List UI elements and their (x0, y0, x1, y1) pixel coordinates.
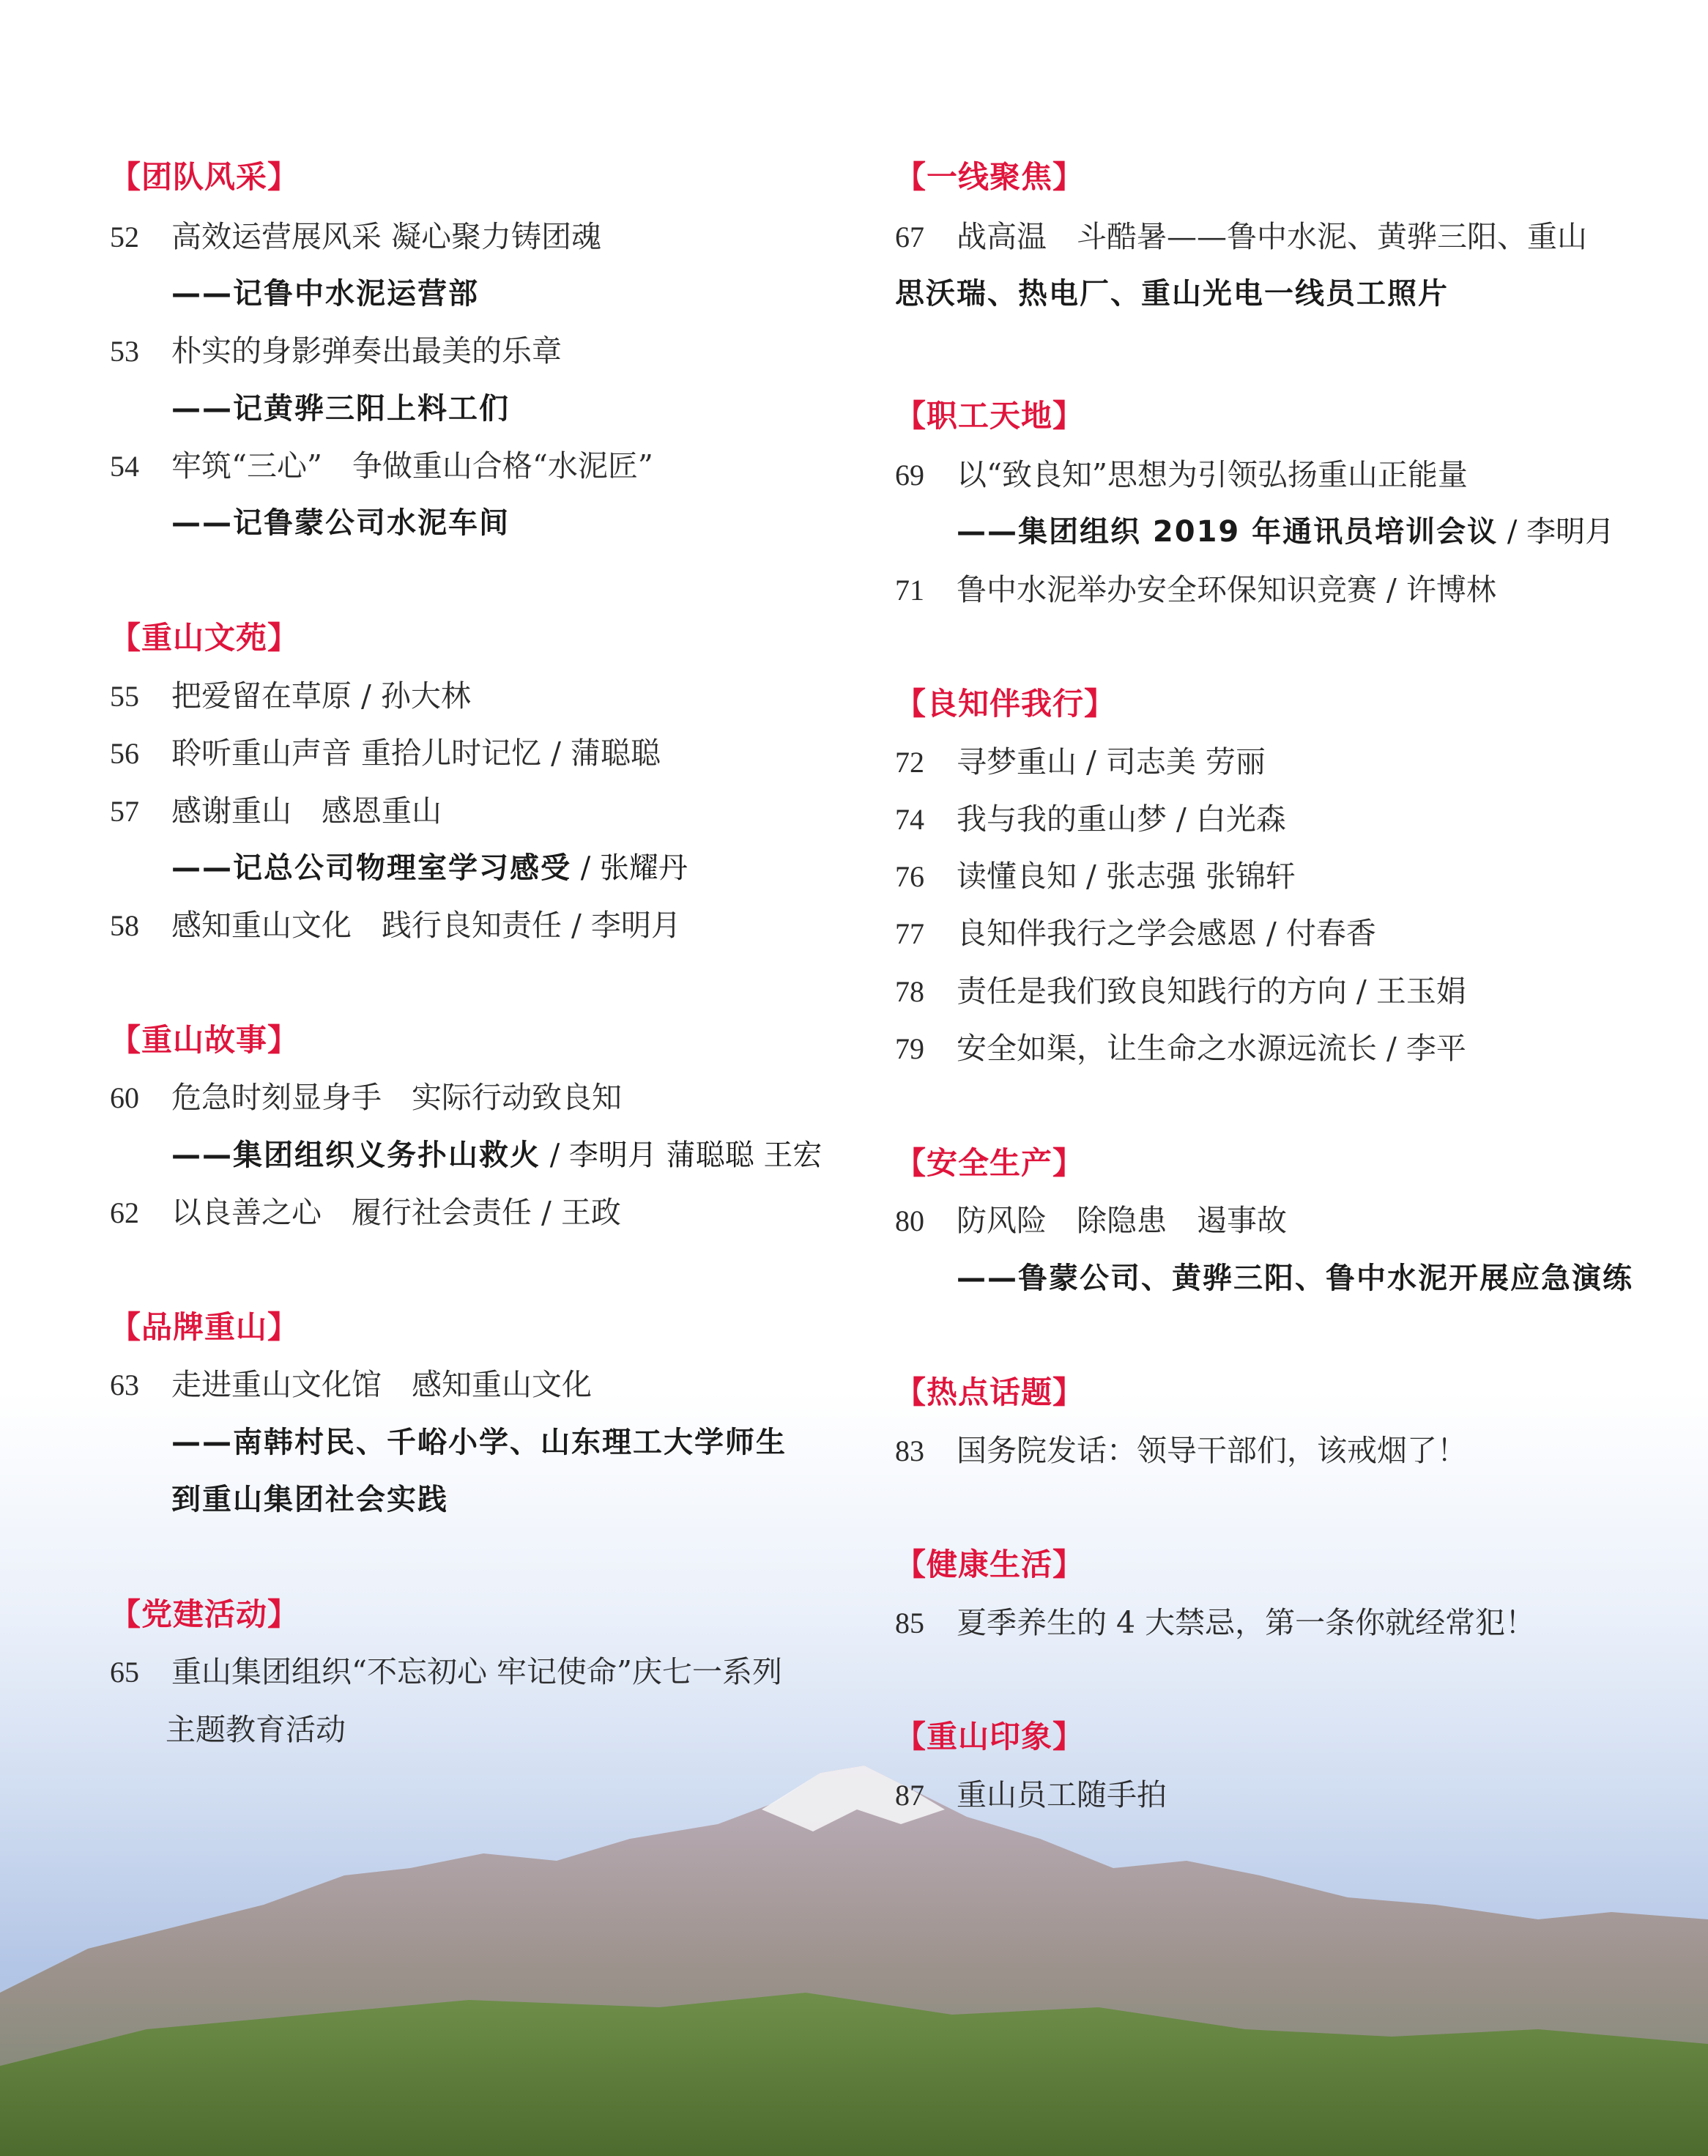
entry-title: 聆听重山声音 重拾儿时记忆 / 蒲聪聪 (171, 736, 661, 771)
entry-title: 重山集团组织“不忘初心 牢记使命”庆七一系列 (171, 1654, 782, 1689)
toc-entry-85[interactable] (895, 1602, 1535, 1644)
page-number: 77 (895, 917, 924, 950)
entry-title: 朴实的身影弹奏出最美的乐章 (171, 333, 562, 368)
page-number: 53 (110, 335, 139, 368)
section-heading-hot-topics: 【热点话题】 (895, 1374, 1085, 1410)
subtitle-author: / 李明月 (1498, 515, 1615, 549)
subtitle-text: ——记总公司物理室学习感受 (171, 851, 571, 885)
mountain-landscape-image (0, 1685, 1708, 2156)
toc-entry-52[interactable] (110, 216, 601, 258)
subtitle-author: / 张耀丹 (571, 851, 688, 885)
page-number: 78 (895, 975, 924, 1008)
page-number: 55 (110, 680, 139, 713)
entry-title-continued: 主题教育活动 (166, 1712, 346, 1747)
entry-title: 感知重山文化 践行良知责任 / 李明月 (171, 908, 681, 943)
page-number: 62 (110, 1196, 139, 1229)
entry-title: 危急时刻显身手 实际行动致良知 (171, 1080, 622, 1115)
toc-entry-83[interactable] (895, 1430, 1467, 1472)
section-heading-conscience: 【良知伴我行】 (895, 686, 1116, 722)
toc-entry-53[interactable] (110, 330, 562, 372)
section-heading-safety: 【安全生产】 (895, 1145, 1085, 1181)
page-number: 69 (895, 459, 924, 492)
page-number: 71 (895, 574, 924, 607)
page-number: 85 (895, 1607, 924, 1640)
entry-title: 把爱留在草原 / 孙大林 (171, 678, 471, 714)
page-number: 80 (895, 1204, 924, 1237)
toc-entry-72[interactable] (895, 741, 1266, 783)
page-number: 65 (110, 1656, 139, 1689)
entry-title: 读懂良知 / 张志强 张锦轩 (957, 859, 1296, 894)
page-number: 63 (110, 1368, 139, 1401)
entry-title: 良知伴我行之学会感恩 / 付春香 (957, 916, 1376, 951)
page-number: 54 (110, 450, 139, 483)
page-number: 67 (895, 221, 924, 253)
page-number: 60 (110, 1081, 139, 1114)
toc-entry-56[interactable] (110, 733, 661, 774)
entry-title: 战高温 斗酷暑——鲁中水泥、黄骅三阳、重山 (957, 219, 1587, 254)
section-heading-stories: 【重山故事】 (110, 1022, 300, 1058)
subtitle-text: ——集团组织义务扑山救火 (171, 1138, 541, 1172)
page-number: 72 (895, 746, 924, 779)
toc-entry-58[interactable] (110, 905, 681, 947)
entry-title: 寻梦重山 / 司志美 劳丽 (957, 744, 1266, 779)
page-number: 79 (895, 1032, 924, 1065)
entry-title: 以“致良知”思想为引领弘扬重山正能量 (957, 457, 1468, 492)
toc-entry-60[interactable] (110, 1077, 622, 1119)
entry-title: 牢筑“三心” 争做重山合格“水泥匠” (171, 448, 653, 484)
entry-title-continued: 思沃瑞、热电厂、重山光电一线员工照片 (895, 277, 1449, 311)
toc-entry-78[interactable] (895, 971, 1466, 1012)
entry-subtitle-continued: 到重山集团社会实践 (171, 1483, 448, 1516)
entry-title: 防风险 除隐患 遏事故 (957, 1203, 1287, 1238)
entry-title: 走进重山文化馆 感知重山文化 (171, 1367, 592, 1402)
entry-title: 安全如渠，让生命之水源远流长 / 李平 (957, 1031, 1466, 1066)
toc-entry-79[interactable] (895, 1028, 1466, 1070)
entry-subtitle: ——记鲁蒙公司水泥车间 (171, 506, 510, 540)
entry-subtitle (957, 511, 1614, 552)
section-heading-staff: 【职工天地】 (895, 398, 1085, 434)
entry-title: 国务院发话：领导干部们，该戒烟了！ (957, 1433, 1467, 1468)
subtitle-author: / 李明月 蒲聪聪 王宏 (541, 1138, 823, 1172)
section-heading-frontline: 【一线聚焦】 (895, 159, 1085, 195)
toc-entry-62[interactable] (110, 1192, 621, 1234)
entry-title: 重山员工随手拍 (957, 1777, 1167, 1812)
entry-subtitle: ——记鲁中水泥运营部 (171, 277, 479, 311)
entry-title: 感谢重山 感恩重山 (171, 793, 442, 829)
page-number: 76 (895, 860, 924, 893)
toc-entry-87[interactable] (895, 1774, 1167, 1816)
entry-title: 鲁中水泥举办安全环保知识竞赛 / 许博林 (957, 572, 1496, 607)
entry-subtitle (171, 848, 688, 889)
toc-entry-63[interactable] (110, 1364, 592, 1406)
toc-entry-54[interactable] (110, 445, 653, 487)
toc-entry-55[interactable] (110, 675, 471, 717)
page-number: 74 (895, 803, 924, 836)
section-heading-health: 【健康生活】 (895, 1546, 1085, 1582)
section-heading-literature: 【重山文苑】 (110, 620, 300, 656)
page-number: 57 (110, 795, 139, 828)
section-heading-team: 【团队风采】 (110, 159, 300, 195)
section-heading-impressions: 【重山印象】 (895, 1719, 1085, 1755)
toc-entry-69[interactable] (895, 454, 1468, 496)
toc-entry-76[interactable] (895, 856, 1296, 897)
toc-entry-80[interactable] (895, 1200, 1287, 1242)
entry-subtitle: ——南韩村民、千峪小学、山东理工大学师生 (171, 1426, 787, 1459)
toc-entry-57[interactable] (110, 790, 442, 832)
toc-entry-74[interactable] (895, 799, 1286, 840)
entry-title: 高效运营展风采 凝心聚力铸团魂 (171, 219, 602, 254)
section-heading-brand: 【品牌重山】 (110, 1309, 300, 1345)
entry-title: 责任是我们致良知践行的方向 / 王玉娟 (957, 974, 1466, 1009)
toc-entry-71[interactable] (895, 569, 1496, 611)
entry-subtitle: ——鲁蒙公司、黄骅三阳、鲁中水泥开展应急演练 (957, 1262, 1633, 1295)
toc-entry-67[interactable] (895, 216, 1587, 258)
entry-title: 我与我的重山梦 / 白光森 (957, 801, 1286, 837)
page-number: 87 (895, 1779, 924, 1812)
page-number: 58 (110, 909, 139, 942)
toc-entry-77[interactable] (895, 913, 1376, 955)
entry-subtitle (171, 1135, 822, 1176)
subtitle-text: ——集团组织 2019 年通讯员培训会议 (957, 515, 1499, 549)
page-number: 83 (895, 1434, 924, 1467)
toc-entry-65[interactable] (110, 1651, 782, 1693)
entry-subtitle: ——记黄骅三阳上料工们 (171, 392, 510, 426)
section-heading-party: 【党建活动】 (110, 1596, 300, 1632)
page-number: 56 (110, 737, 139, 770)
page-number: 52 (110, 221, 139, 253)
entry-title: 以良善之心 履行社会责任 / 王政 (171, 1195, 621, 1230)
entry-title: 夏季养生的 4 大禁忌，第一条你就经常犯！ (957, 1605, 1536, 1640)
